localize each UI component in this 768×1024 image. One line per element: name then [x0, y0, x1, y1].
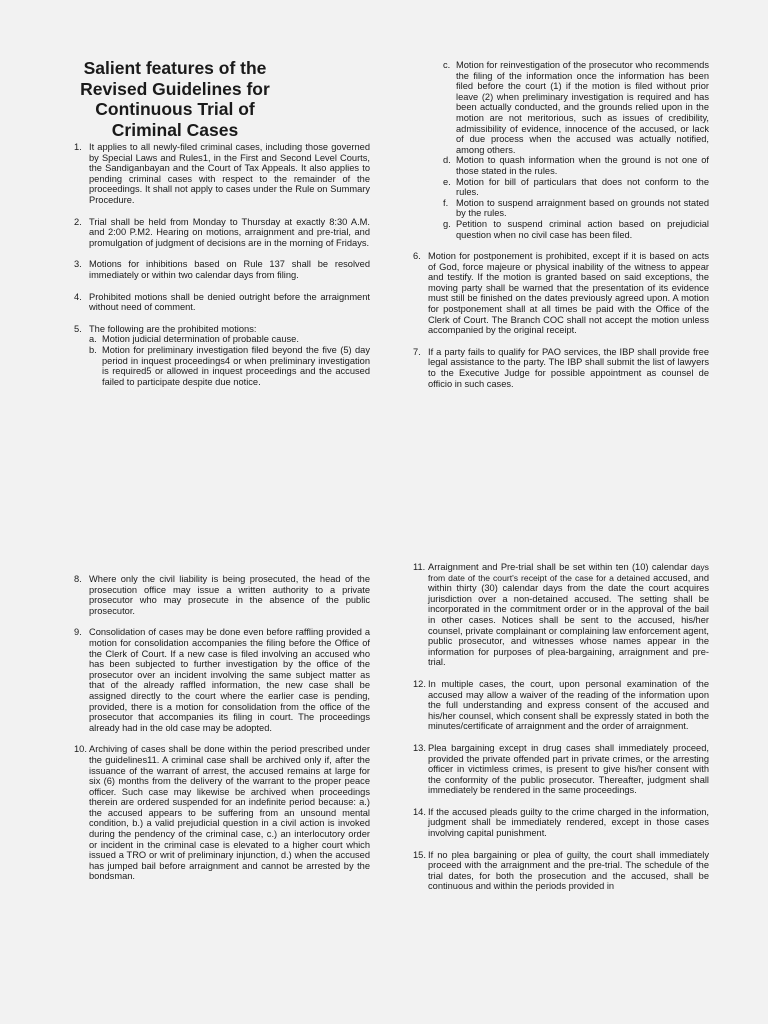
sub-item: e. Motion for bill of particulars that does not conform to the rules. — [443, 176, 709, 198]
column-top-left — [74, 142, 370, 387]
list-item: 9. Consolidation of cases may be done even before raffling provided a motion for consolidation accompanies the filing before the Office of the Clerk of Court. If a new case is filed involving an accused who has been subjected to further investigation by the office of the prosecutor over an incident involving the same subject matter as that of the already raffled information, the new case shall be assigned directly to the court where the earlier case is pending, provided, there is a motion for consolidation from the office of the prosecutor that accompanies its filing in court. The proceedings already had in the old case may be adopted. — [74, 627, 370, 733]
list-item: 15. If no plea bargaining or plea of guilty, the court shall immediately proceed with the arraignment and the pre-trial. The schedule of the trial dates, for both the prosecution and the accused, shall be continuous and within the periods provided in — [413, 849, 709, 892]
list-item: 12. In multiple cases, the court, upon personal examination of the accused may allow a waiver of the reading of the information upon the full understanding and express consent of the accused and his/her counsel, which consent shall be expressly stated in both the minutes/certificate of arraignment and the order of arraignment. — [413, 678, 709, 732]
list-item: 13. Plea bargaining except in drug cases shall immediately proceed, provided the private offended part in private crimes, or the arresting officer in victimless crimes, is present to give his/her consent with the conformity of the public prosecutor. Thereafter, judgment shall immediately be rendered in the same proceedings. — [413, 742, 709, 796]
list-item: 7. If a party fails to qualify for PAO services, the IBP shall provide free legal assistance to the party. The IBP shall submit the list of lawyers to the Executive Judge for possible appointment as counsel de officio in such cases. — [413, 346, 709, 389]
page-title: Salient features of the Revised Guidelines for Continuous Trial of Criminal Cases — [80, 58, 270, 140]
list-item: 1. It applies to all newly-filed criminal cases, including those governed by Special Laws and Rules1, in the First and Second Level Courts, the Sandiganbayan and the Court of Tax Appeals. It also applies to pending criminal cases with respect to the remainder of the proceedings. It shall not apply to cases under the Rule on Summary Procedure. — [74, 142, 370, 205]
sub-item: f. Motion to suspend arraignment based on grounds not stated by the rules. — [443, 197, 709, 219]
sub-item: a. Motion judicial determination of probable cause. — [89, 334, 299, 345]
column-top-right — [413, 60, 709, 389]
sub-item: b. Motion for preliminary investigation filed beyond the five (5) day period in inquest proceedings4 or when preliminary investigation is required5 or allowed in inquest proceedings and the accused failed to participate despite due notice. — [89, 344, 370, 387]
column-bottom-left — [74, 574, 370, 882]
list-item: 3. Motions for inhibitions based on Rule 137 shall be resolved immediately or within two calendar days from filing. — [74, 259, 370, 280]
list-item: 10. Archiving of cases shall be done within the period prescribed under the guidelines11. A criminal case shall be archived only if, after the issuance of the warrant of arrest, the accused remains at large for six (6) months from the delivery of the warrant to the proper peace officer. Such case may likewise be archived when proceedings therein are ordered suspended for an indefinite period because: a.) the accused appears to be suffering from an unsound mental condition, b.) a valid prejudicial question in a civil action is invoked during the pendency of the criminal case, c.) an interlocutory order or incident in the criminal case is elevated to a higher court which issued a TRO or writ of preliminary injunction, d.) when the accused has jumped bail before arraignment and cannot be arrested by the bondsman. — [74, 744, 370, 882]
list-item: 8. Where only the civil liability is being prosecuted, the head of the prosecution office may issue a written authority to a private prosecutor who may prosecute in the absence of the public prosecutor. — [74, 574, 370, 616]
list-item: 5. The following are the prohibited motions: — [74, 323, 257, 334]
list-item: 11. Arraignment and Pre-trial shall be set within ten (10) calendar days from date of the court's receipt of the case for a detained accused, and within thirty (30) calendar days from the date the court acquires jurisdiction over a non-detained accused. The setting shall be incorporated in the commitment order or in the approval of the bail in other cases. Notices shall be sent to the accused, his/her counsel, private complainant or complaining law enforcement agent, public prosecutor, and witnesses whose names appear in the information for purposes of plea-bargaining, arraignment and pre-trial. — [413, 562, 709, 668]
list-item: 4. Prohibited motions shall be denied outright before the arraignment without need of comment. — [74, 291, 370, 313]
list-item: 14. If the accused pleads guilty to the crime charged in the information, judgment shall be immediately rendered, except in those cases involving capital punishment. — [413, 806, 709, 839]
list-item: 6. Motion for postponement is prohibited, except if it is based on acts of God, force majeure or physical inability of the witness to appear and testify. If the motion is granted based on said exceptions, the moving party shall be warned that the presentation of its evidence must still be finished on the dates previously agreed upon. A motion for postponement shall at all times be paid with the Office of the Clerk of Court. The Branch COC shall not accept the motion unless accompanied by the original receipt. — [413, 251, 709, 336]
column-bottom-right — [413, 562, 709, 892]
list-item: 2. Trial shall be held from Monday to Thursday at exactly 8:30 A.M. and 2:00 P.M2. Hearing on motions, arraignment and pre-trial, and promulgation of judgment of decisions are in the morning of Fridays. — [74, 216, 370, 248]
sub-item: c. Motion for reinvestigation of the prosecutor who recommends the filing of the information once the information has been filed before the court (1) if the motion is filed without prior leave (2) when preliminary investigation is required and has been actually conducted, and the grounds relied upon in the motion are not meritorious, such as issues of credibility, admissibility of evidence, innocence of the accused, or lack of due process when the accused was actually notified, among others. — [443, 60, 709, 155]
sub-item: g. Petition to suspend criminal action based on prejudicial question when no civil case has been filed. — [443, 218, 709, 240]
sub-item: d. Motion to quash information when the ground is not one of those stated in the rules. — [443, 155, 709, 176]
